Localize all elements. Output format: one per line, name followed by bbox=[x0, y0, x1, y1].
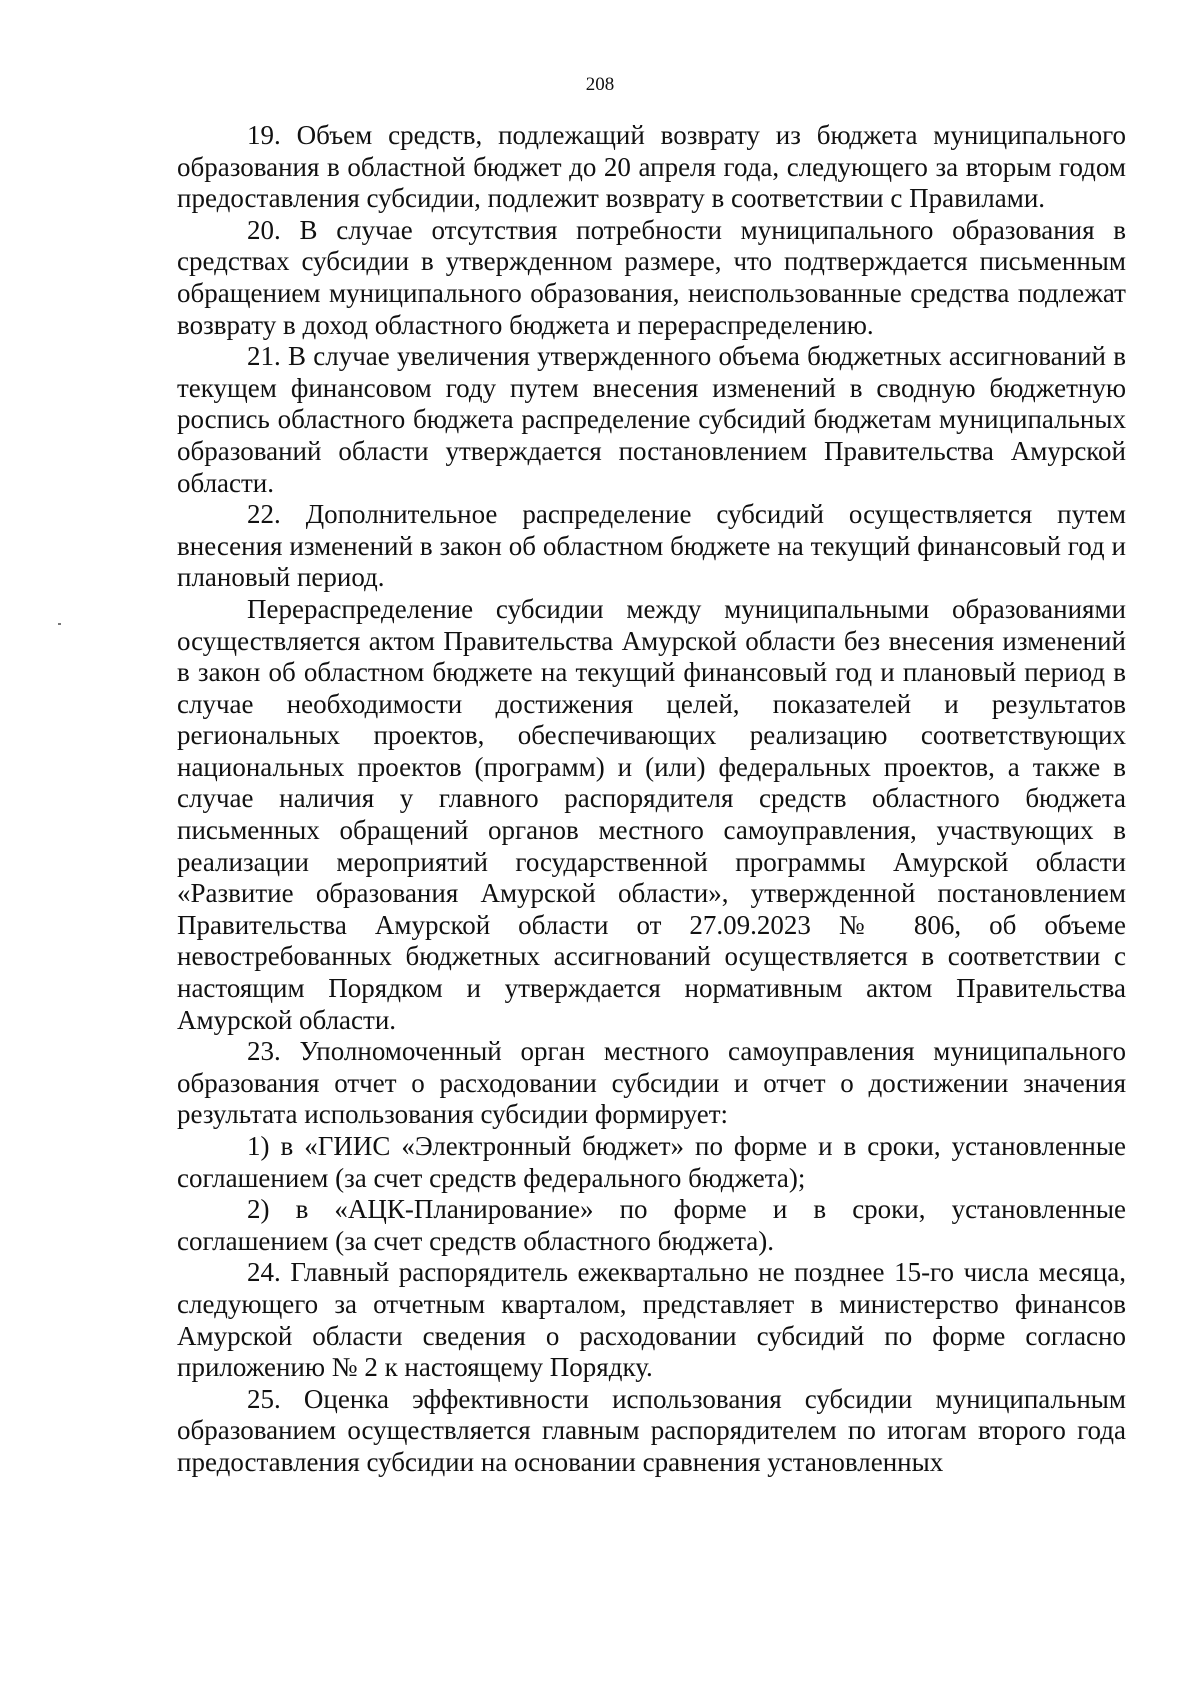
page-number: 208 bbox=[585, 74, 615, 95]
paragraph-20: 20. В случае отсутствия потребности муниципального образования в средствах субсидии в утвержденном размере, что подтверждается письменным обращением муниципального образования, неиспользованные средства подлежат возврату в доход областного бюджета и перераспределению. bbox=[177, 214, 1126, 340]
paragraph-23-item-2: 2) в «АЦК-Планирование» по форме и в сроки, установленные соглашением (за счет средств областного бюджета). bbox=[177, 1194, 1126, 1256]
paragraph-23-item-1: 1) в «ГИИС «Электронный бюджет» по форме и в сроки, установленные соглашением (за счет средств федерального бюджета); bbox=[177, 1131, 1126, 1193]
paragraph-22-continuation: Перераспределение субсидии между муниципальными образованиями осуществляется актом Правительства Амурской области без внесения изменений в закон об областном бюджете на текущий финансовый год и плановый период в случае необходимости достижения целей, показателей и результатов региональных проектов, обеспечивающих реализацию соответствующих национальных проектов (программ) и (или) федеральных проектов, а также в случае наличия у главного распорядителя средств областного бюджета письменных обращений органов местного самоуправления, участвующих в реализации мероприятий государственной программы Амурской области «Развитие образования Амурской области», утвержденной постановлением Правительства Амурской области от 27.09.2023 № 806, об объеме невостребованных бюджетных ассигнований осуществляется в соответствии с настоящим Порядком и утверждается нормативным актом Правительства Амурской области. bbox=[177, 593, 1126, 1035]
scan-artifact bbox=[58, 623, 61, 625]
document-body bbox=[177, 120, 1126, 1479]
paragraph-24: 24. Главный распорядитель ежеквартально не позднее 15-го числа месяца, следующего за отчетным кварталом, представляет в министерство финансов Амурской области сведения о расходовании субсидий по форме согласно приложению № 2 к настоящему Порядку. bbox=[177, 1257, 1126, 1383]
paragraph-25: 25. Оценка эффективности использования субсидии муниципальным образованием осуществляется главным распорядителем по итогам второго года предоставления субсидии на основании сравнения установленных bbox=[177, 1383, 1126, 1477]
paragraph-23: 23. Уполномоченный орган местного самоуправления муниципального образования отчет о расходовании субсидии и отчет о достижении значения результата использования субсидии формирует: bbox=[177, 1036, 1126, 1130]
paragraph-21: 21. В случае увеличения утвержденного объема бюджетных ассигнований в текущем финансовом году путем внесения изменений в сводную бюджетную роспись областного бюджета распределение субсидий бюджетам муниципальных образований области утверждается постановлением Правительства Амурской области. bbox=[177, 341, 1126, 498]
paragraph-22: 22. Дополнительное распределение субсидий осуществляется путем внесения изменений в закон об областном бюджете на текущий финансовый год и плановый период. bbox=[177, 499, 1126, 593]
paragraph-19: 19. Объем средств, подлежащий возврату из бюджета муниципального образования в областной бюджет до 20 апреля года, следующего за вторым годом предоставления субсидии, подлежит возврату в соответствии с Правилами. bbox=[177, 120, 1126, 214]
